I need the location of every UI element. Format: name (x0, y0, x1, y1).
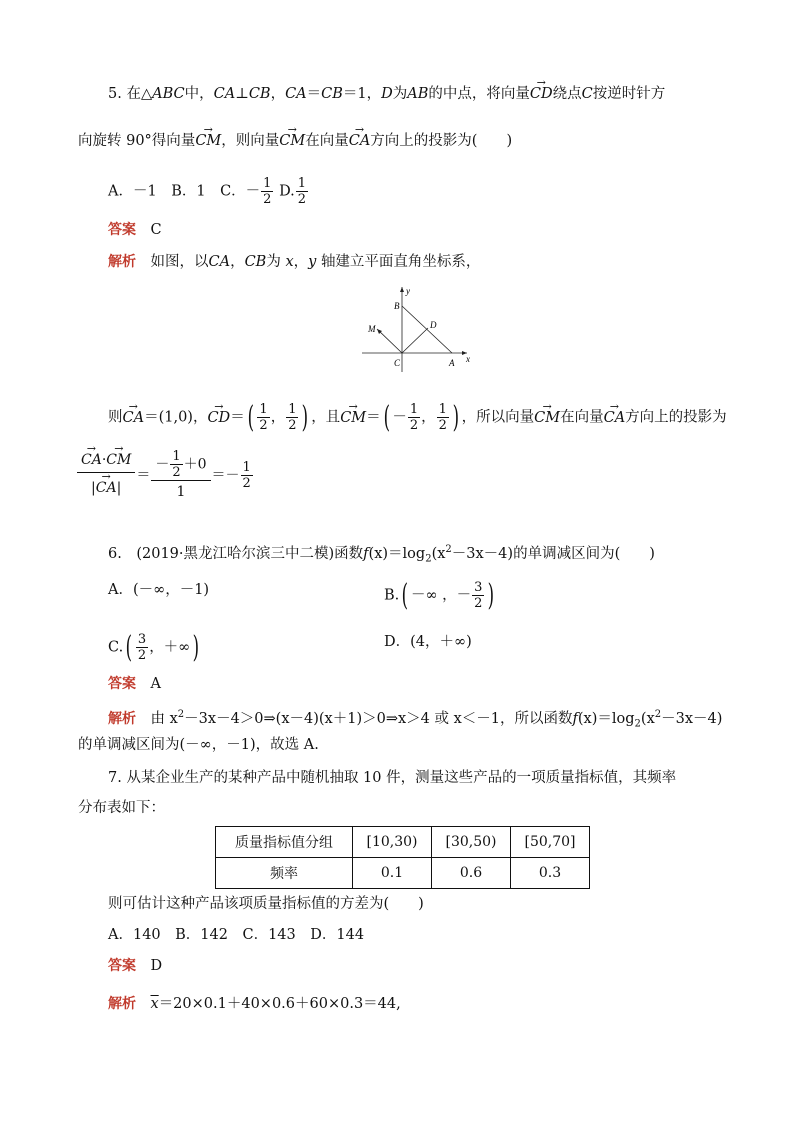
q5-options: A．－1 B．1 C．－ $\frac{1}{2}$ D. $\frac{1}{2}$ (108, 176, 307, 207)
table-cell: [30,50) (432, 827, 511, 858)
table-cell: [10,30) (353, 827, 432, 858)
q7-analysis: 解析 $\overline{x}=20\times 0.1+40\times 0.6+60\times 0.3=44$, (108, 996, 401, 1012)
table-row-frequency (216, 858, 590, 889)
q6-option-d: D．(4，＋∞) (384, 634, 472, 650)
q7-stem-line2: 分布表如下： (78, 800, 165, 816)
table-cell: [50,70] (511, 827, 590, 858)
q7-stem-line3: 则可估计这种产品该项质量指标值的方差为( ) (108, 896, 424, 912)
q6-option-b: B.( －∞ ，－ $\frac{3}{2}$ ) (384, 577, 495, 613)
fig-label-x: x (466, 354, 470, 364)
q7-stem-line1: 7. 从某企业生产的某种产品中随机抽取 10 件，测量这些产品的一项质量指标值，其频率 (108, 770, 677, 786)
table-cell: 0.3 (511, 858, 590, 889)
q6-option-c: C.( $\frac{3}{2}$ ，＋∞) (108, 629, 200, 665)
q5-stem-line1: 5. 在△ABC中，CA⊥CB，CA＝CB＝1，D为AB的中点，将向量→ CD绕点C按逆时针方 (108, 84, 665, 104)
table-cell: 质量指标值分组 (216, 827, 353, 858)
fig-label-a: A (449, 358, 455, 368)
fig-label-d: D (430, 320, 437, 330)
table-cell: 频率 (216, 858, 353, 889)
q7-answer: 答案 D (108, 958, 163, 974)
fig-label-b: B (394, 301, 400, 311)
q6-option-a: A．(－∞，－1) (108, 582, 210, 598)
coordinate-figure (362, 284, 472, 374)
table-row-header (216, 827, 590, 858)
q7-options: A．140 B．142 C．143 D．144 (108, 927, 365, 943)
q5-stem-line2: 向旋转 90°得向量→ CM，则向量→ CM在向量→ CA方向上的投影为( ) (78, 131, 512, 151)
fig-label-c: C (394, 358, 401, 368)
q6-analysis-line2: 的单调减区间为(－∞，－1)，故选 A. (78, 737, 319, 753)
q6-analysis-line1: 解析 由 $x^2-3x-4>0\Rightarrow(x-4)(x+1)>0\Rightarrow x>4$ 或 x＜－1，所以函数$f(x)=\log_2(x^2-3x-4)$ (108, 709, 723, 730)
q5-answer: 答案 C (108, 222, 162, 238)
q5-analysis-line1: 解析 如图，以CA，CB为 x，y 轴建立平面直角坐标系， (108, 254, 481, 270)
q6-answer: 答案 A (108, 676, 161, 692)
table-cell: 0.6 (432, 858, 511, 889)
table-cell: 0.1 (353, 858, 432, 889)
fig-label-m: M (368, 324, 376, 334)
q5-analysis-line2: 则→ CA＝(1,0)，→ CD＝( $\frac{1}{2}$ ， $\frac{1}{2}$ ) ，且→ CM＝( － $\frac{1}{2}$ ， $\frac{1}{2}$ ) ，所以向量→ CM在向量→ CA方向上的投影为 (108, 402, 727, 433)
fig-label-y: y (406, 286, 410, 296)
q6-stem: 6. (2019·黑龙江哈尔滨三中二模)函数$f(x)=\log_2(x^2-3x-4)$的单调减区间为( ) (108, 544, 655, 565)
q5-projection-formula: → CA·→ CM → |CA| ＝ － $\frac{1}{2}$ ＋0 1 ＝－ $\frac{1}{2}$ (76, 448, 254, 503)
frequency-table (215, 826, 590, 889)
